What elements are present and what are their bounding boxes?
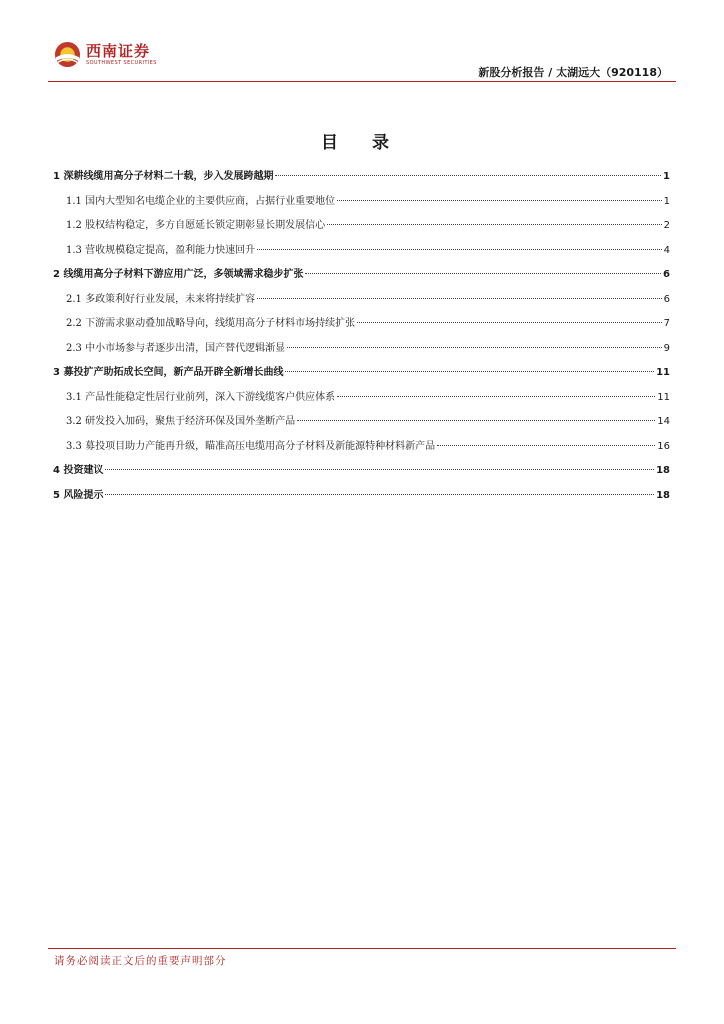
- toc-entry-label: 2 线缆用高分子材料下游应用广泛，多领域需求稳步扩张: [53, 269, 304, 280]
- toc-page-number: 7: [663, 318, 670, 329]
- toc-section-entry[interactable]: [53, 366, 670, 391]
- company-logo: [54, 41, 157, 68]
- toc-page-number: 1: [663, 195, 670, 207]
- toc-entry-label: 3.1 产品性能稳定性居行业前列，深入下游线缆客户供应体系: [66, 391, 336, 403]
- toc-dot-leader: [327, 224, 662, 225]
- toc-dot-leader: [105, 469, 654, 470]
- toc-subsection-entry[interactable]: [53, 219, 670, 244]
- toc-page-number: 9: [663, 342, 670, 354]
- logo-english-name: SOUTHWEST SECURITIES: [86, 59, 157, 66]
- toc-entry-label: 1.1 国内大型知名电缆企业的主要供应商，占据行业重要地位: [66, 195, 336, 207]
- toc-entry-label: 1.2 股权结构稳定，多方自愿延长锁定期彰显长期发展信心: [66, 220, 326, 231]
- toc-subsection-entry[interactable]: [53, 317, 670, 342]
- toc-dot-leader: [337, 200, 662, 201]
- toc-entry-label: 4 投资建议: [53, 465, 104, 476]
- toc-dot-leader: [105, 494, 654, 495]
- toc-entry-label: 3.3 募投项目助力产能再升级，瞄准高压电缆用高分子材料及新能源特种材料新产品: [66, 440, 436, 452]
- toc-page-number: 6: [663, 269, 670, 280]
- toc-dot-leader: [337, 396, 655, 397]
- toc-entry-label: 2.1 多政策利好行业发展，未来将持续扩容: [66, 293, 256, 305]
- toc-subsection-entry[interactable]: [53, 293, 670, 318]
- sun-logo-icon: [54, 41, 81, 68]
- toc-dot-leader: [287, 347, 662, 348]
- toc-title: 目 录: [321, 133, 403, 153]
- toc-dot-leader: [275, 175, 661, 176]
- logo-chinese-name: 西南证券: [86, 41, 151, 60]
- toc-page-number: 1: [663, 171, 670, 182]
- toc-page-number: 4: [663, 244, 670, 256]
- toc-dot-leader: [357, 322, 662, 323]
- toc-dot-leader: [437, 445, 655, 446]
- toc-section-entry[interactable]: [53, 268, 670, 293]
- toc-page-number: 18: [656, 465, 670, 476]
- toc-entry-label: 1 深耕线缆用高分子材料二十载，步入发展跨越期: [53, 171, 274, 182]
- toc-dot-leader: [257, 298, 662, 299]
- toc-entry-label: 2.3 中小市场参与者逐步出清，国产替代逻辑渐显: [66, 342, 286, 354]
- toc-entry-label: 3.2 研发投入加码，聚焦于经济环保及国外垄断产品: [66, 416, 296, 427]
- toc-page-number: 11: [657, 391, 670, 403]
- footer-divider: [48, 948, 676, 949]
- toc-subsection-entry[interactable]: [53, 195, 670, 220]
- page-header: [0, 0, 724, 90]
- header-divider: [48, 81, 676, 82]
- toc-section-entry[interactable]: [53, 170, 670, 195]
- toc-entry-label: 1.3 营收规模稳定提高，盈利能力快速回升: [66, 244, 256, 256]
- toc-page-number: 2: [663, 220, 670, 231]
- toc-entry-label: 5 风险提示: [53, 489, 104, 501]
- toc-dot-leader: [257, 249, 662, 250]
- toc-entry-label: 2.2 下游需求驱动叠加战略导向，线缆用高分子材料市场持续扩张: [66, 318, 356, 329]
- toc-section-entry[interactable]: [53, 464, 670, 489]
- toc-subsection-entry[interactable]: [53, 415, 670, 440]
- toc-dot-leader: [285, 371, 654, 372]
- toc-page-number: 11: [656, 367, 670, 378]
- toc-page-number: 18: [656, 489, 670, 501]
- toc-subsection-entry[interactable]: [53, 440, 670, 465]
- toc-entry-label: 3 募投扩产助拓成长空间，新产品开辟全新增长曲线: [53, 367, 284, 378]
- toc-dot-leader: [297, 420, 655, 421]
- table-of-contents: [53, 170, 670, 513]
- toc-subsection-entry[interactable]: [53, 391, 670, 416]
- toc-subsection-entry[interactable]: [53, 342, 670, 367]
- toc-dot-leader: [305, 273, 661, 274]
- toc-page-number: 6: [663, 293, 670, 305]
- disclaimer-note: 请务必阅读正文后的重要声明部分: [54, 955, 227, 967]
- toc-section-entry[interactable]: [53, 489, 670, 514]
- toc-page-number: 14: [657, 416, 670, 427]
- report-type-label: 新股分析报告 / 太湖远大（920118）: [478, 66, 668, 79]
- toc-page-number: 16: [657, 440, 670, 452]
- toc-subsection-entry[interactable]: [53, 244, 670, 269]
